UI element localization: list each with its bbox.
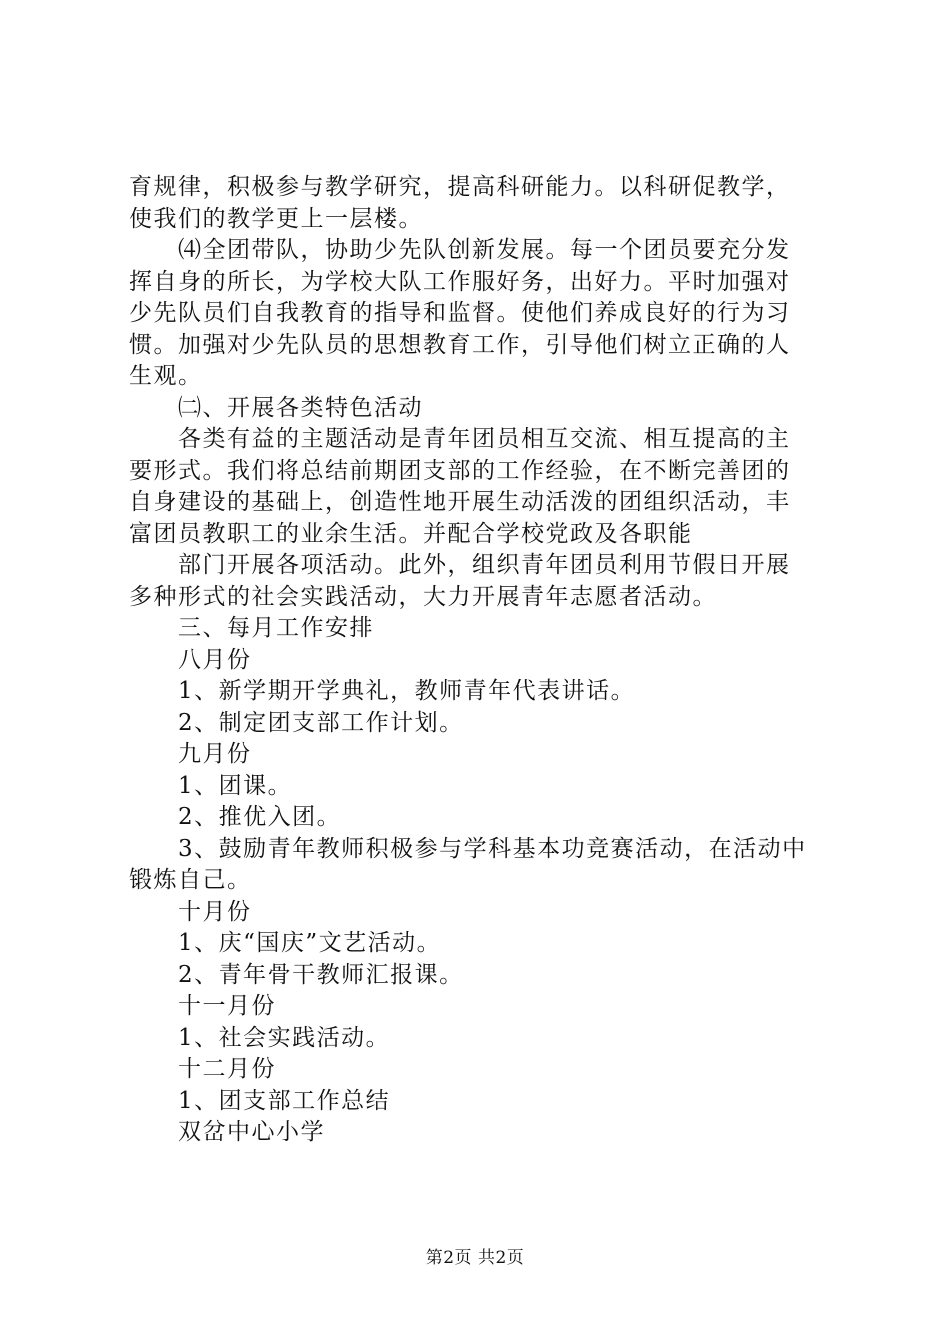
- month-heading: 十月份: [129, 898, 252, 925]
- list-item: 1、新学期开学典礼，教师青年代表讲话。: [129, 678, 636, 704]
- list-item: 3、鼓励青年教师积极参与学科基本功竞赛活动，在活动中: [129, 835, 807, 862]
- text-line: 部门开展各项活动。此外，组织青年团员利用节假日开展: [129, 552, 791, 578]
- text-line: 要形式。我们将总结前期团支部的工作经验，在不断完善团的: [129, 457, 791, 484]
- text-line: 各类有益的主题活动是青年团员相互交流、相互提高的主: [129, 426, 791, 452]
- list-item: 2、制定团支部工作计划。: [129, 709, 464, 736]
- text-line: 多种形式的社会实践活动，大力开展青年志愿者活动。: [129, 583, 717, 610]
- month-heading: 十一月份: [129, 993, 276, 1019]
- list-item: 1、团课。: [129, 772, 293, 799]
- page-number: 第2页 共2页: [425, 1248, 525, 1268]
- text-line: 挥自身的所长，为学校大队工作服好务，出好力。平时加强对: [129, 268, 791, 295]
- document-body: [129, 172, 834, 1149]
- text-line: 使我们的教学更上一层楼。: [129, 205, 423, 232]
- text-line: 惯。加强对少先队员的思想教育工作，引导他们树立正确的人: [129, 331, 791, 358]
- text-line: ⑷全团带队，协助少先队创新发展。每一个团员要充分发: [129, 237, 791, 263]
- section-heading: ㈡、开展各类特色活动: [129, 394, 423, 421]
- list-item: 1、团支部工作总结: [129, 1087, 391, 1114]
- list-item: 1、庆“国庆”文艺活动。: [129, 930, 442, 956]
- text-line: 锻炼自己。: [129, 867, 252, 893]
- section-heading: 三、每月工作安排: [129, 615, 374, 641]
- page-footer: [0, 1243, 950, 1268]
- text-line: 生观。: [129, 363, 203, 389]
- month-heading: 十二月份: [129, 1056, 276, 1082]
- list-item: 1、社会实践活动。: [129, 1024, 391, 1051]
- month-heading: 九月份: [129, 741, 252, 767]
- text-line: 富团员教职工的业余生活。并配合学校党政及各职能: [129, 520, 693, 547]
- month-heading: 八月份: [129, 646, 252, 673]
- list-item: 2、推优入团。: [129, 804, 342, 830]
- text-line: 自身建设的基础上，创造性地开展生动活泼的团组织活动，丰: [129, 489, 791, 515]
- signature-school: 双岔中心小学: [129, 1119, 325, 1145]
- list-item: 2、青年骨干教师汇报课。: [129, 961, 464, 988]
- text-line: 育规律，积极参与教学研究，提高科研能力。以科研促教学，: [129, 174, 791, 200]
- text-line: 少先队员们自我教育的指导和监督。使他们养成良好的行为习: [129, 300, 791, 326]
